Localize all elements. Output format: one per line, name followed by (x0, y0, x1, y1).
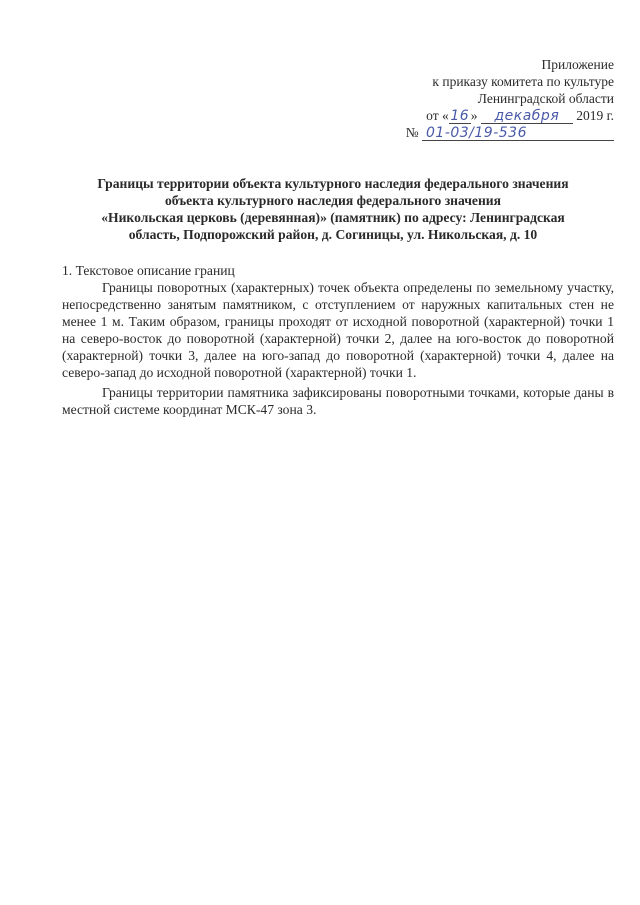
paragraph-boundaries: Границы поворотных (характерных) точек объекта определены по земельному участку, непосредственно занятым памятником, с отступлением от наружных капитальных стен не менее 1 м. Таким образом, границы проходят от исходной поворотной (характерной) точки 1 на северо-восток до поворотной (характерной) точки 2, далее на юго-восток до поворотной (характерной) точки 3, далее на юго-запад до поворотной (характерной) точки 4, далее на северо-запад до исходной поворотной (характерной) точки 1. (62, 280, 614, 380)
title-line-4: область, Подпорожский район, д. Согиницы, ул. Никольская, д. 10 (128, 227, 538, 242)
date-year: 2019 г. (576, 108, 614, 123)
appendix-region: Ленинградской области (477, 91, 614, 106)
date-prefix: от « (426, 108, 449, 123)
appendix-date-line (406, 107, 614, 124)
section-heading: 1. Текстовое описание границ (62, 263, 235, 278)
title-line-3: «Никольская церковь (деревянная)» (памятник) по адресу: Ленинградская (101, 210, 565, 225)
appendix-order-ref: к приказу комитета по культуре (432, 74, 614, 89)
paragraph-coordinates: Границы территории памятника зафиксированы поворотными точками, которые даны в местной системе координат МСК-47 зона 3. (62, 385, 614, 417)
boundary-description-section (62, 262, 614, 418)
date-day-handwritten: 16 (450, 108, 470, 124)
appendix-block (406, 56, 614, 141)
order-number-handwritten: 01-03/19-536 (422, 126, 614, 141)
number-prefix: № (405, 125, 419, 140)
appendix-title: Приложение (541, 57, 614, 72)
date-month-handwritten: декабря (481, 109, 573, 124)
document-title (54, 175, 612, 243)
appendix-number-line (406, 124, 614, 141)
date-mid: » (470, 108, 478, 123)
title-line-1: Границы территории объекта культурного наследия федерального значения (97, 176, 569, 191)
title-line-2: объекта культурного наследия федерального значения (165, 193, 501, 208)
